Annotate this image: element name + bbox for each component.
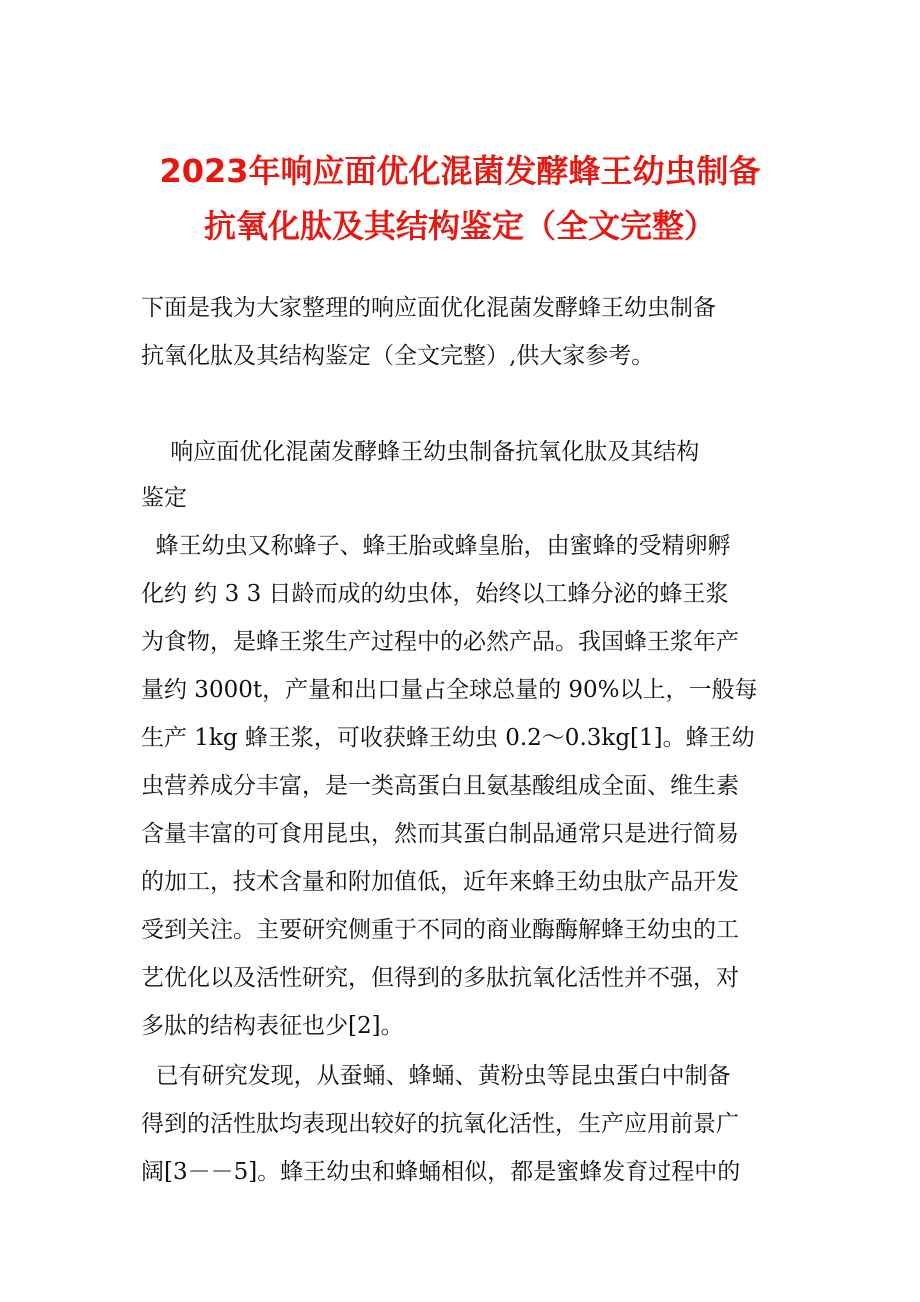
paragraph-1-line-7: 含量丰富的可食用昆虫，然而其蛋白制品通常只是进行简易 bbox=[141, 821, 739, 847]
paragraph-1-line-10: 艺优化以及活性研究，但得到的多肽抗氧化活性并不强，对 bbox=[141, 965, 739, 991]
paragraph-2-line-2: 得到的活性肽均表现出较好的抗氧化活性，生产应用前景广 bbox=[141, 1111, 739, 1137]
paragraph-1-line-1: 蜂王幼虫又称蜂子、蜂王胎或蜂皇胎，由蜜蜂的受精卵孵 bbox=[141, 533, 731, 559]
paragraph-1-line-6: 虫营养成分丰富，是一类高蛋白且氨基酸组成全面、维生素 bbox=[141, 773, 739, 799]
paragraph-2-line-1: 已有研究发现，从蚕蛹、蜂蛹、黄粉虫等昆虫蛋白中制备 bbox=[141, 1063, 731, 1089]
section-heading-line-1: 响应面优化混菌发酵蜂王幼虫制备抗氧化肽及其结构 bbox=[141, 439, 700, 465]
paragraph-1-line-2: 化约 约 3 3 日龄而成的幼虫体，始终以工蜂分泌的蜂王浆 bbox=[141, 581, 729, 607]
intro-line-2: 抗氧化肽及其结构鉴定（全文完整）,供大家参考。 bbox=[141, 343, 655, 369]
paragraph-1-line-4: 量约 3000t，产量和出口量占全球总量的 90%以上，一般每 bbox=[141, 677, 758, 703]
paragraph-1-line-8: 的加工，技术含量和附加值低，近年来蜂王幼虫肽产品开发 bbox=[141, 869, 739, 895]
paragraph-1-line-3: 为食物，是蜂王浆生产过程中的必然产品。我国蜂王浆年产 bbox=[141, 629, 739, 655]
paragraph-1-line-5: 生产 1kg 蜂王浆，可收获蜂王幼虫 0.2～0.3kg[1]。蜂王幼 bbox=[141, 725, 755, 751]
document-title-line-2: 抗氧化肽及其结构鉴定（全文完整） bbox=[203, 207, 716, 245]
intro-line-1: 下面是我为大家整理的响应面优化混菌发酵蜂王幼虫制备 bbox=[141, 295, 716, 321]
section-heading-line-2: 鉴定 bbox=[141, 485, 187, 511]
paragraph-2-line-3: 阔[3－－5]。蜂王幼虫和蜂蛹相似，都是蜜蜂发育过程中的 bbox=[141, 1159, 741, 1185]
paragraph-1-line-11: 多肽的结构表征也少[2]。 bbox=[141, 1013, 404, 1039]
document-title-line-1: 2023年响应面优化混菌发酵蜂王幼虫制备 bbox=[159, 152, 761, 190]
paragraph-1-line-9: 受到关注。主要研究侧重于不同的商业酶酶解蜂王幼虫的工 bbox=[141, 917, 739, 943]
